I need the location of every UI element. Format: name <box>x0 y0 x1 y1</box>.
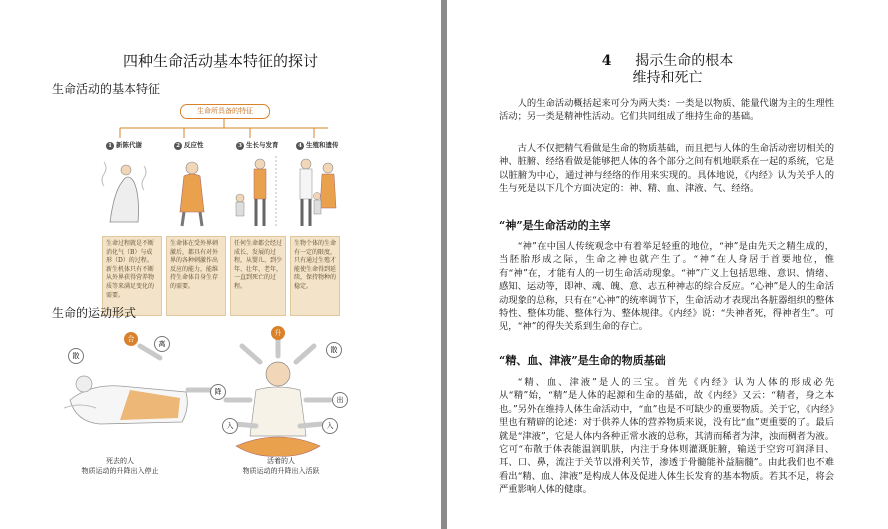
infographic-connector-lines <box>100 116 340 156</box>
chapter-number: 4 <box>601 53 612 69</box>
left-page-title: 四种生命活动基本特征的探讨 <box>122 52 318 70</box>
metabolism-figure-icon <box>110 177 139 222</box>
stage-illustrations <box>100 152 340 232</box>
tag-li: 离 <box>154 336 170 352</box>
reproduction-figures-icon <box>301 159 311 169</box>
caption-alive-person: 活着的人 物质运动的升降出入活跃 <box>242 457 320 475</box>
caption-reactivity: 生命体在受外界刺激后，都具有对外界的各种刺激作出反应的能力，能维持生命体自身生存的需要。 <box>166 236 226 316</box>
tag-chu: 出 <box>332 392 348 408</box>
caption-growth: 任何生命都会经过成长、发展的过程，从婴儿、到少年、壮年、老年，一直到死亡的过程。 <box>230 236 286 316</box>
growth-figures-icon <box>236 194 244 202</box>
paragraph-jing-xue-jinye: “精、血、津液”是人的三宝。首先《内经》认为人体的形成必先从“精”始，“精”是人体的起源和生命的基础，故《内经》又云：“精者，身之本也。”另外在维持人体生命活动中，“血”也是不可缺少的重要物质。关于它，《内经》里也有精辟的论述：对于供养人体的营养物质来说，没有比“血”更重要的了。最后就是“津液”，它是人体内各种正常水液的总称，其清而稀者为津，浊而稠者为液。它可“布散于体表能温润肌肤，内注于身体则灌溉脏腑，输送于空窍可润泽目、耳、口、鼻，流注于关节以滑利关节，渗透于骨髓能补益脑髓”。由此我们也不难看出“精、血、津液”是构成人体及促进人体生长发育的基本物质。若其不足，将会严重影响人体的健康。 <box>499 377 834 496</box>
tag-ru: 入 <box>222 418 238 434</box>
heading-shen: “神”是生命活动的主宰 <box>499 219 611 232</box>
caption-dead-person: 死去的人 物质运动的升降出入停止 <box>81 457 159 475</box>
tag-ru-right: 入 <box>322 418 338 434</box>
stage-label-growth: 3 生长与发育 <box>236 140 279 150</box>
stage-label-reactivity: 2 反应性 <box>174 140 204 150</box>
tag-san-left: 散 <box>68 348 84 364</box>
tag-he: 合 <box>124 332 138 346</box>
tag-san-right: 散 <box>326 342 342 358</box>
reactivity-figure-icon <box>186 162 198 174</box>
body-paragraph-2: 古人不仅把精气看做是生命的物质基础，而且把与人体的生命活动密切相关的神、脏腑、经络看做是能够把人体的各个部分之间有机地联系在一起的系统，它是以脏腑为中心，通过神与经络的作用来实现的。具体地说，《内经》认为关乎人的生与死是以下几个方面决定的：神、精、血、津液、气、经络。 <box>499 143 834 195</box>
section-heading-movement: 生命的运动形式 <box>52 306 137 320</box>
alive-person-icon <box>236 362 320 456</box>
paragraph-shen: “神”在中国人传统观念中有着举足轻重的地位，“神”是由先天之精生成的，当胚胎形成之际，生命之神也就产生了。“神”在人身居于首要地位，惟有“神”在，才能有人的一切生命活动现象。“神”广义上包括思维、意识、情绪、感知、运动等，即神、魂、魄、意、志五种神志的综合反应。“心神”是人的生命活动现象的总称，只有在“心神”的统率调节下，生命活动才表现出各脏器组织的整体特性、整体功能、整体行为、整体规律。《内经》说：“失神者死，得神者生”。可见，“神”的得失关系到生命的存亡。 <box>499 241 834 333</box>
left-page <box>0 0 441 529</box>
life-features-infographic <box>100 100 340 320</box>
chapter-title-line2: 维持和死亡 <box>632 70 703 86</box>
stage-label-reproduction: 4 生殖和遗传 <box>296 140 339 150</box>
stage-label-metabolism: 1 新陈代谢 <box>106 140 142 150</box>
caption-reproduction: 生物个体的生命有一定的限度，只有通过生殖才能使生命得到延续，保持物种的稳定。 <box>290 236 340 316</box>
tag-jiang: 降 <box>210 384 226 400</box>
intro-paragraph: 人的生命活动概括起来可分为两大类：一类是以物质、能量代谢为主的生理性活动；另一类是精神性活动。它们共同组成了维持生命的基础。 <box>499 98 834 123</box>
section-heading-basic-features: 生命活动的基本特征 <box>52 82 161 96</box>
caption-metabolism: 生命过程就是不断消化气（B）与成形（D）的过程。新生机体只有不断从外界获得营养物质等来满足变化的需要。 <box>102 236 162 316</box>
tag-sheng: 升 <box>271 326 285 340</box>
infographic-banner: 生命所具备的特征 <box>180 104 270 119</box>
heading-jing-xue-jinye: “精、血、津液”是生命的物质基础 <box>499 354 666 367</box>
chapter-title-line1: 揭示生命的根本 <box>635 53 734 69</box>
